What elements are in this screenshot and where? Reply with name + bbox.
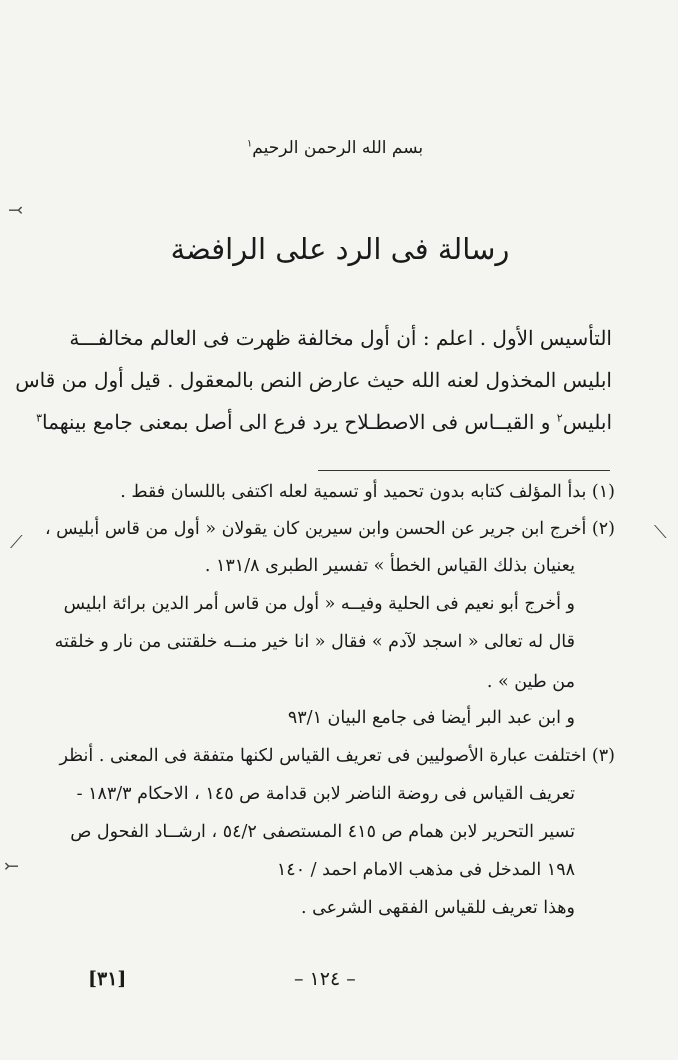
footnote-3-cont-1: تعريف القياس فى روضة الناضر لابن قدامة ص ١٤٥ ، الاحكام ١٨٣/٣ - <box>76 784 575 804</box>
body-line-3-b: و القيــاس فى الاصطـلاح يرد فرع الى أصل بمعنى جامع بينهما <box>42 410 551 434</box>
footnote-1: (١) بدأ المؤلف كتابه بدون تحميد أو تسمية لعله اكتفى باللسان فقط . <box>120 482 615 502</box>
body-line-1: التأسيس الأول . اعلم : أن أول مخالفة ظهرت فى العالم مخالفـــة <box>69 326 612 350</box>
basmala-text: بسم الله الرحمن الرحيم <box>252 138 424 158</box>
footnote-separator <box>318 470 610 471</box>
footnote-3-cont-3: ١٩٨ المدخل فى مذهب الامام احمد / ١٤٠ <box>276 860 575 880</box>
margin-mark-icon: ⤚ <box>4 856 20 877</box>
basmala-footnote-ref: ١ <box>246 138 253 150</box>
body-line-3-a: ابليس <box>562 410 612 434</box>
footnote-2-cont-3: قال له تعالى « اسجد لآدم » فقال « انا خير منــه خلقتنى من نار و خلقته <box>54 632 575 652</box>
footnote-2: (٢) أخرج ابن جرير عن الحسن وابن سيرين كان يقولان « أول من قاس أبليس ، <box>44 519 615 539</box>
page-title: رسالة فى الرد على الرافضة <box>170 232 510 266</box>
margin-mark-icon: ⤙ <box>8 200 24 221</box>
page-footer <box>0 968 678 998</box>
footnote-2-cont-5: و ابن عبد البر أيضا فى جامع البيان ٩٣/١ <box>287 708 575 728</box>
margin-mark-icon: ⟋ <box>10 532 23 553</box>
footnote-2-cont-1: يعنيان بذلك القياس الخطأ » تفسير الطبرى ١٣١/٨ . <box>204 556 575 576</box>
body-line-2: ابليس المخذول لعنه الله حيث عارض النص بالمعقول . قيل أول من قاس <box>15 368 612 392</box>
footnote-3-cont-2: تسير التحرير لابن همام ص ٤١٥ المستصفى ٥٤/٢ ، ارشــاد الفحول ص <box>70 822 575 842</box>
footnotes <box>44 482 615 952</box>
body-text <box>15 326 612 436</box>
section-number: [٣١] <box>88 968 127 990</box>
body-line-3 <box>36 410 612 434</box>
footnote-ref-3: ٣ <box>36 411 43 425</box>
basmala-heading <box>200 138 470 158</box>
footnote-3: (٣) اختلفت عبارة الأصوليين فى تعريف القياس لكنها متفقة فى المعنى . أنظر <box>59 746 615 766</box>
footnote-3-cont-4: وهذا تعريف للقياس الفقهى الشرعى . <box>300 898 575 918</box>
margin-mark-icon: ⟍ <box>654 522 667 543</box>
footnote-2-cont-4: من طين » . <box>486 672 575 692</box>
page-number: – ١٢٤ – <box>294 968 356 990</box>
footnote-ref-2: ٢ <box>556 411 563 425</box>
footnote-2-cont-2: و أخرج أبو نعيم فى الحلية وفيــه « أول من قاس أمر الدين برائة ابليس <box>63 594 575 614</box>
